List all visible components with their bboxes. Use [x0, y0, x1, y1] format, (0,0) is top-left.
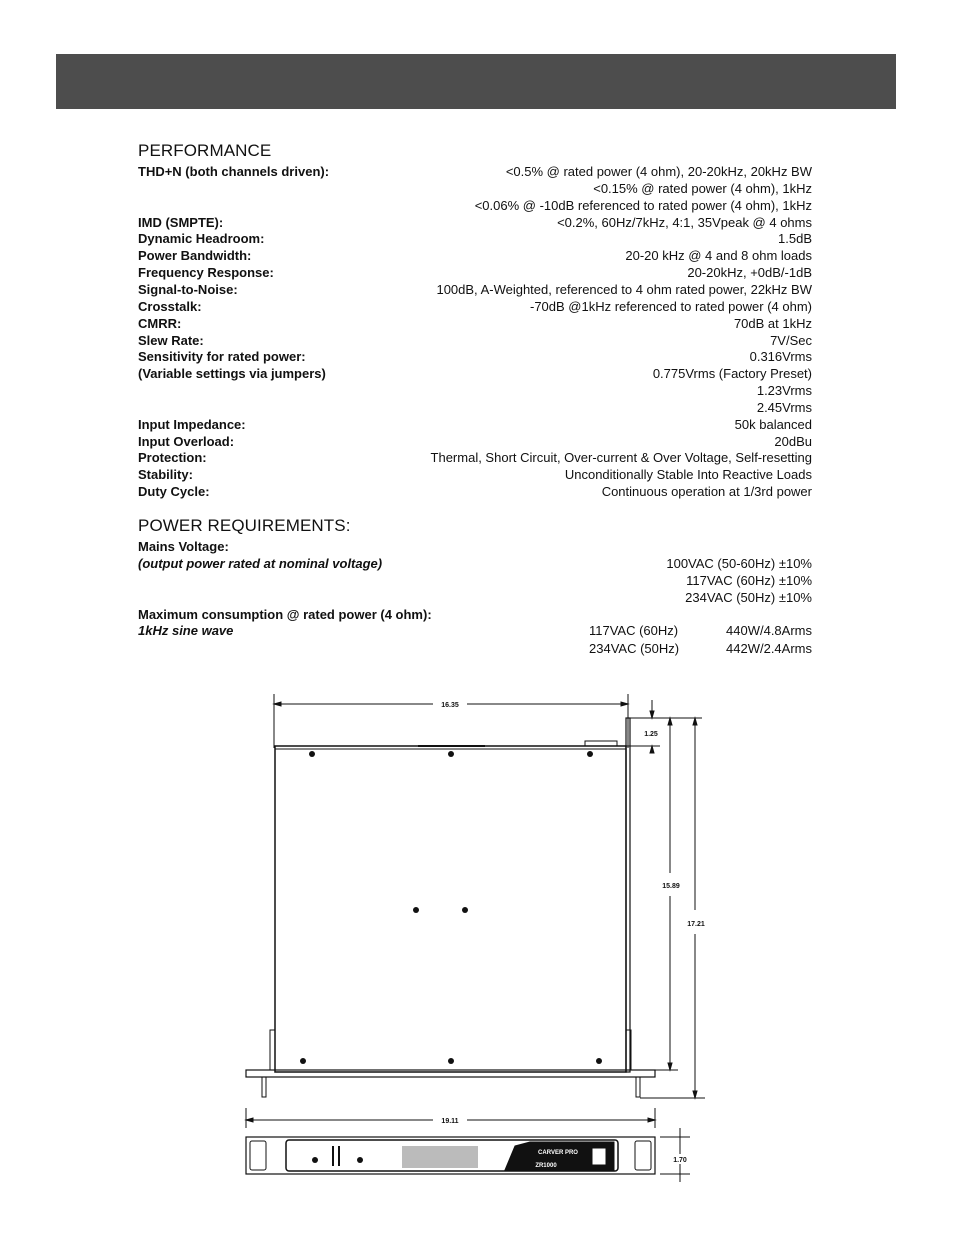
spec-row [138, 298, 812, 315]
spec-row [138, 180, 812, 197]
mains-voltage-row [138, 555, 812, 572]
spec-row [138, 433, 812, 450]
spec-row [138, 315, 812, 332]
dim-depth-inner: 15.89 [662, 883, 680, 890]
mains-voltage-value: 100VAC (50-60Hz) ±10% [666, 556, 812, 571]
performance-heading: PERFORMANCE [138, 141, 272, 160]
consumption-value: 442W/2.4Arms [726, 641, 812, 656]
dim-height: 1.70 [673, 1157, 687, 1164]
mains-voltage-value: 234VAC (50Hz) ±10% [685, 590, 812, 605]
spec-label: Frequency Response: [138, 265, 274, 281]
dim-width-top: 16.35 [441, 702, 459, 709]
consumption-label: Maximum consumption @ rated power (4 ohm): [138, 607, 432, 622]
spec-label: Signal-to-Noise: [138, 281, 238, 297]
spec-label: IMD (SMPTE): [138, 214, 224, 230]
spec-row [138, 197, 812, 214]
mains-voltage-row [138, 589, 812, 606]
spec-label: CMRR: [138, 315, 182, 331]
spec-value: 100dB, A-Weighted, referenced to 4 ohm rated power, 22kHz BW [436, 281, 812, 297]
front-panel-model-label: ZR1000 [535, 1163, 557, 1169]
spec-row [138, 230, 812, 247]
spec-label: THD+N (both channels driven): [138, 164, 330, 179]
spec-value: <0.5% @ rated power (4 ohm), 20-20kHz, 20kHz BW [505, 164, 812, 179]
spec-value: 2.45Vrms [756, 399, 812, 415]
mains-voltage-value: 117VAC (60Hz) ±10% [686, 573, 812, 588]
spec-row [138, 214, 812, 231]
chassis-dimension-drawing [240, 688, 720, 1188]
power-requirements-heading: POWER REQUIREMENTS: [138, 516, 351, 535]
spec-label: Dynamic Headroom: [138, 231, 265, 247]
spec-value: Continuous operation at 1/3rd power [601, 484, 812, 500]
spec-value: <0.06% @ -10dB referenced to rated power (4 ohm), 1kHz [474, 197, 812, 213]
dim-flange: 1.25 [644, 731, 658, 738]
spec-label: Input Impedance: [138, 416, 246, 432]
spec-value: -70dB @1kHz referenced to rated power (4 ohm) [530, 298, 812, 314]
spec-value: Thermal, Short Circuit, Over-current & Over Voltage, Self-resetting [430, 450, 812, 466]
spec-value: 50k balanced [734, 416, 812, 432]
spec-row [138, 449, 812, 466]
spec-value: Unconditionally Stable Into Reactive Loads [564, 467, 812, 483]
consumption-value: 440W/4.8Arms [726, 623, 812, 638]
spec-value: 0.775Vrms (Factory Preset) [652, 366, 812, 382]
spec-row [138, 399, 812, 416]
header-bar [56, 54, 896, 109]
spec-row [138, 365, 812, 382]
consumption-row [138, 640, 812, 657]
spec-row [138, 247, 812, 264]
spec-row [138, 264, 812, 281]
spec-row [138, 416, 812, 433]
spec-value: 20dBu [774, 433, 812, 449]
spec-value: 0.316Vrms [749, 349, 812, 365]
mains-voltage-note: (output power rated at nominal voltage) [138, 556, 383, 571]
spec-label: Slew Rate: [138, 332, 204, 348]
spec-label: Input Overload: [138, 433, 235, 449]
spec-value: 7V/Sec [770, 332, 812, 348]
spec-value: <0.2%, 60Hz/7kHz, 4:1, 35Vpeak @ 4 ohms [557, 214, 812, 230]
spec-label: Duty Cycle: [138, 484, 210, 500]
spec-label: Sensitivity for rated power: [138, 349, 306, 365]
spec-value: <0.15% @ rated power (4 ohm), 1kHz [593, 180, 812, 196]
spec-row [138, 382, 812, 399]
spec-label: (Variable settings via jumpers) [138, 366, 326, 382]
spec-row [138, 466, 812, 483]
spec-row [138, 332, 812, 349]
mains-voltage-row [138, 538, 812, 555]
spec-row [138, 281, 812, 298]
mains-voltage-row [138, 572, 812, 589]
mains-voltage-label: Mains Voltage: [138, 539, 229, 554]
consumption-voltage: 234VAC (50Hz) [589, 641, 680, 656]
spec-value: 20-20 kHz @ 4 and 8 ohm loads [625, 248, 812, 264]
spec-row [138, 483, 812, 500]
spec-row [138, 163, 812, 180]
spec-row [138, 348, 812, 365]
spec-value: 70dB at 1kHz [733, 315, 812, 331]
front-panel-brand-logo: CARVER PRO [538, 1150, 578, 1156]
spec-label: Power Bandwidth: [138, 248, 252, 264]
dim-width-front: 19.11 [441, 1118, 459, 1125]
consumption-note: 1kHz sine wave [138, 623, 234, 638]
consumption-row [138, 606, 812, 623]
dim-depth-total: 17.21 [687, 921, 705, 928]
spec-value: 1.23Vrms [756, 383, 812, 399]
consumption-voltage: 117VAC (60Hz) [589, 623, 679, 638]
spec-value: 1.5dB [778, 231, 812, 247]
consumption-row [138, 622, 812, 639]
spec-value: 20-20kHz, +0dB/-1dB [687, 265, 812, 281]
spec-label: Crosstalk: [138, 298, 202, 314]
spec-label: Protection: [138, 450, 207, 466]
spec-label: Stability: [138, 467, 193, 483]
